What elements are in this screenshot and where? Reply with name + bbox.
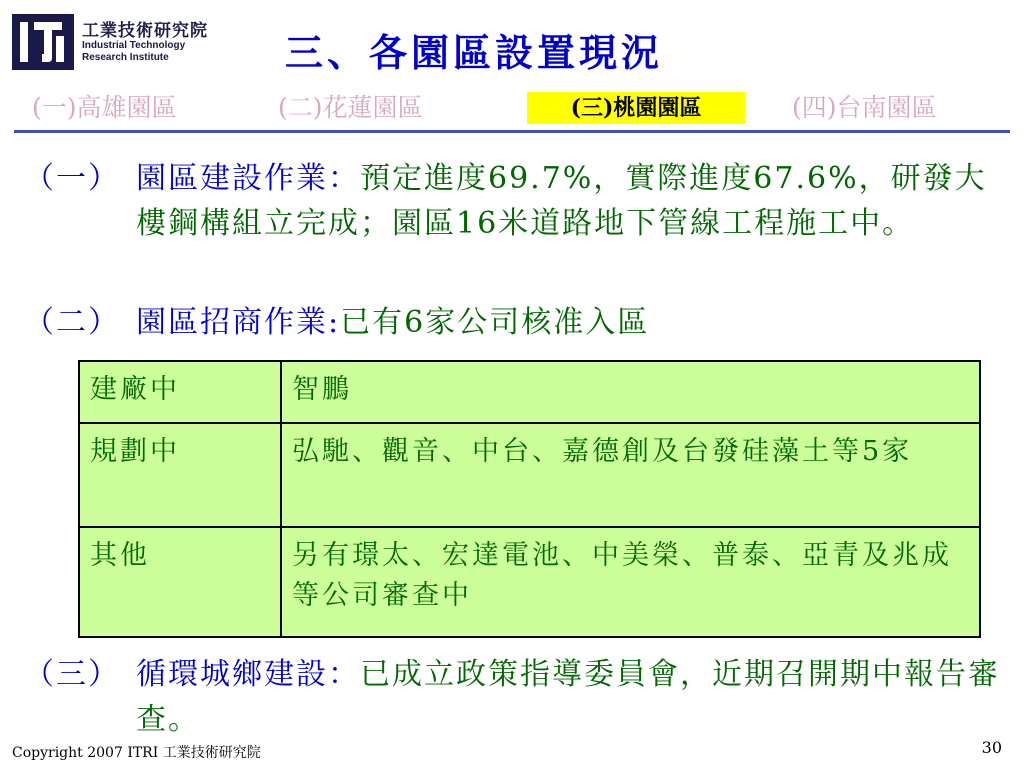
section-heading: 園區建設作業：	[136, 161, 360, 196]
section-number: （二）	[24, 305, 120, 340]
table-cell-companies: 智鵬	[281, 361, 980, 423]
tab-taoyuan-park[interactable]: (三)桃園園區	[527, 92, 745, 124]
table-row	[79, 423, 980, 527]
section-heading: 園區招商作業:	[136, 305, 341, 340]
itri-logo	[12, 14, 212, 70]
copyright-notice: Copyright 2007 ITRI 工業技術研究院	[12, 745, 261, 761]
section-body: 已有6家公司核准入區	[340, 305, 650, 340]
section-body: 預定進度69.7%，實際進度67.6%，研發大樓鋼構組立完成；園區16米道路地下管線工程施工中。	[136, 161, 987, 241]
header-divider	[14, 130, 1010, 133]
logo-name-zh: 工業技術研究院	[82, 21, 208, 41]
table-cell-status: 建廠中	[79, 361, 281, 423]
logo-name-en-line1: Industrial Technology	[82, 40, 186, 51]
section-number: （三）	[24, 657, 120, 692]
section-investment	[24, 300, 1004, 345]
table-cell-status: 其他	[79, 527, 281, 637]
company-status-table	[78, 360, 981, 638]
page-title: 三、各園區設置現況	[285, 30, 664, 75]
table-row	[79, 361, 980, 423]
section-heading: 循環城鄉建設：	[136, 657, 360, 692]
tab-tainan-park[interactable]: (四)台南園區	[792, 93, 937, 122]
table-cell-companies: 弘馳、觀音、中台、嘉德創及台發硅藻土等5家	[281, 423, 980, 527]
table-row	[79, 527, 980, 637]
section-body: 已成立政策指導委員會，近期召開期中報告審查。	[136, 657, 1000, 737]
logo-name-en-line2: Research Institute	[82, 52, 169, 63]
section-number: （一）	[24, 161, 120, 196]
tab-hualien-park[interactable]: (二)花蓮園區	[278, 93, 423, 122]
table-cell-companies: 另有璟太、宏達電池、中美榮、普泰、亞青及兆成等公司審查中	[281, 527, 980, 637]
table-cell-status: 規劃中	[79, 423, 281, 527]
itri-logo-mark-icon	[12, 14, 74, 70]
tab-kaohsiung-park[interactable]: (一)高雄園區	[32, 93, 177, 122]
section-circular-city	[24, 652, 1004, 742]
section-construction	[24, 156, 1004, 246]
page-number: 30	[981, 738, 1002, 757]
